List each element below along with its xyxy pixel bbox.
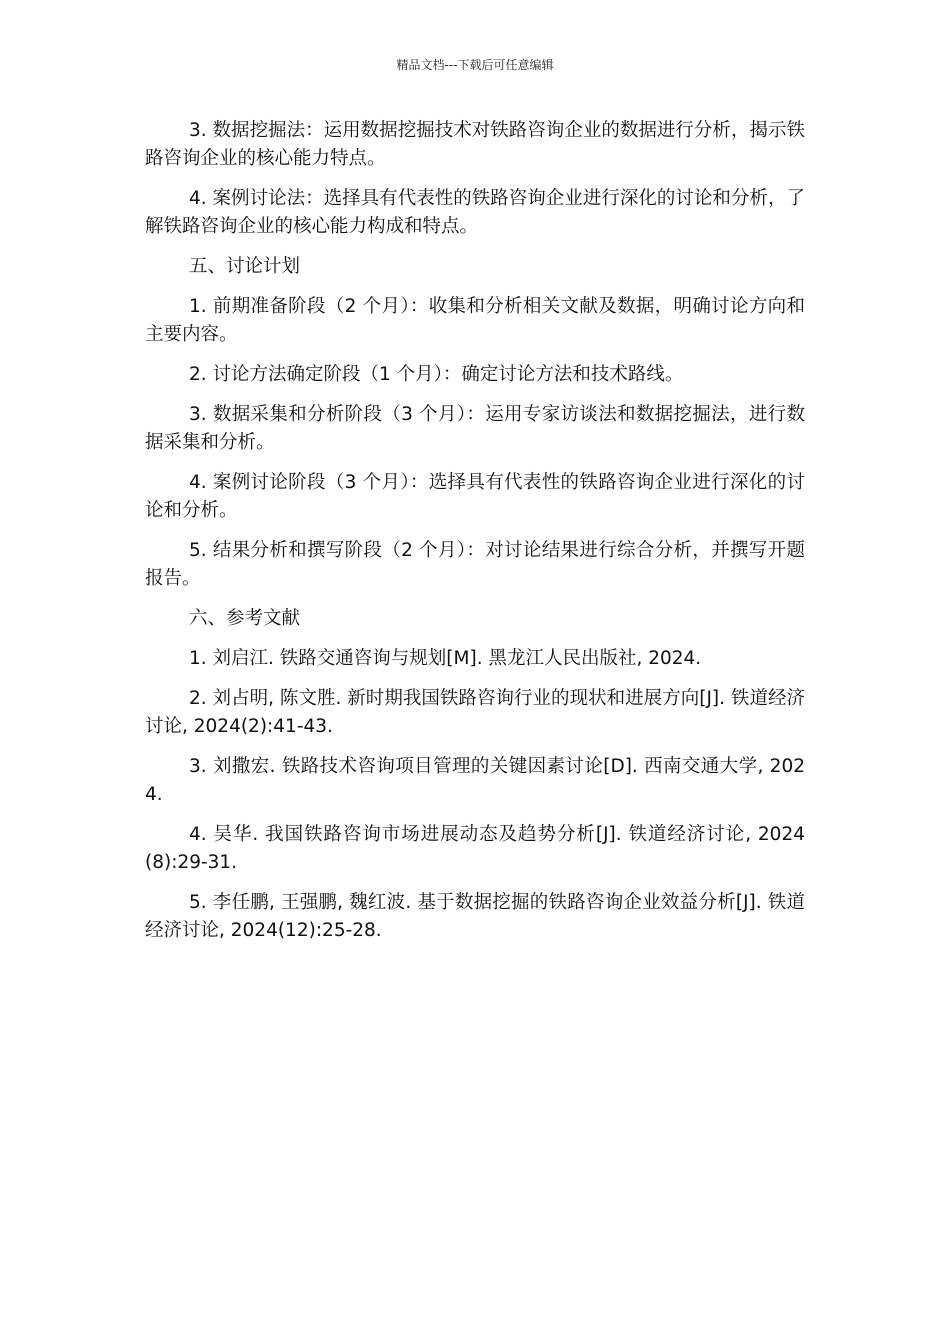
plan-stage-1-paragraph: 1. 前期准备阶段（2 个月）：收集和分析相关文献及数据，明确讨论方向和主要内容。 — [145, 296, 805, 345]
plan-stage-3-paragraph: 3. 数据采集和分析阶段（3 个月）：运用专家访谈法和数据挖掘法，进行数据采集和分析。 — [145, 404, 805, 453]
method-data-mining-paragraph: 3. 数据挖掘法：运用数据挖掘技术对铁路咨询企业的数据进行分析，揭示铁路咨询企业的核心能力特点。 — [145, 120, 805, 169]
plan-stage-5-paragraph: 5. 结果分析和撰写阶段（2 个月）：对讨论结果进行综合分析，并撰写开题报告。 — [145, 540, 805, 589]
reference-item-2: 2. 刘占明, 陈文胜. 新时期我国铁路咨询行业的现状和进展方向[J]. 铁道经济讨论, 2024(2):41-43. — [145, 688, 805, 737]
reference-item-1: 1. 刘启江. 铁路交通咨询与规划[M]. 黑龙江人民出版社, 2024. — [189, 648, 702, 669]
reference-item-3: 3. 刘撒宏. 铁路技术咨询项目管理的关键因素讨论[D]. 西南交通大学, 2024. — [145, 756, 805, 805]
page-header: 精品文档---下载后可任意编辑 — [396, 58, 554, 72]
section-heading-research-plan: 五、讨论计划 — [189, 256, 301, 277]
plan-stage-2-paragraph: 2. 讨论方法确定阶段（1 个月）：确定讨论方法和技术路线。 — [189, 364, 684, 385]
section-heading-references: 六、参考文献 — [189, 608, 301, 629]
reference-item-5: 5. 李任鹏, 王强鹏, 魏红波. 基于数据挖掘的铁路咨询企业效益分析[J]. 铁道经济讨论, 2024(12):25-28. — [145, 892, 805, 941]
method-case-study-paragraph: 4. 案例讨论法：选择具有代表性的铁路咨询企业进行深化的讨论和分析，了解铁路咨询企业的核心能力构成和特点。 — [145, 188, 805, 237]
reference-item-4: 4. 吴华. 我国铁路咨询市场进展动态及趋势分析[J]. 铁道经济讨论, 2024(8):29-31. — [145, 824, 805, 873]
document-body — [145, 117, 805, 957]
plan-stage-4-paragraph: 4. 案例讨论阶段（3 个月）：选择具有代表性的铁路咨询企业进行深化的讨论和分析。 — [145, 472, 805, 521]
